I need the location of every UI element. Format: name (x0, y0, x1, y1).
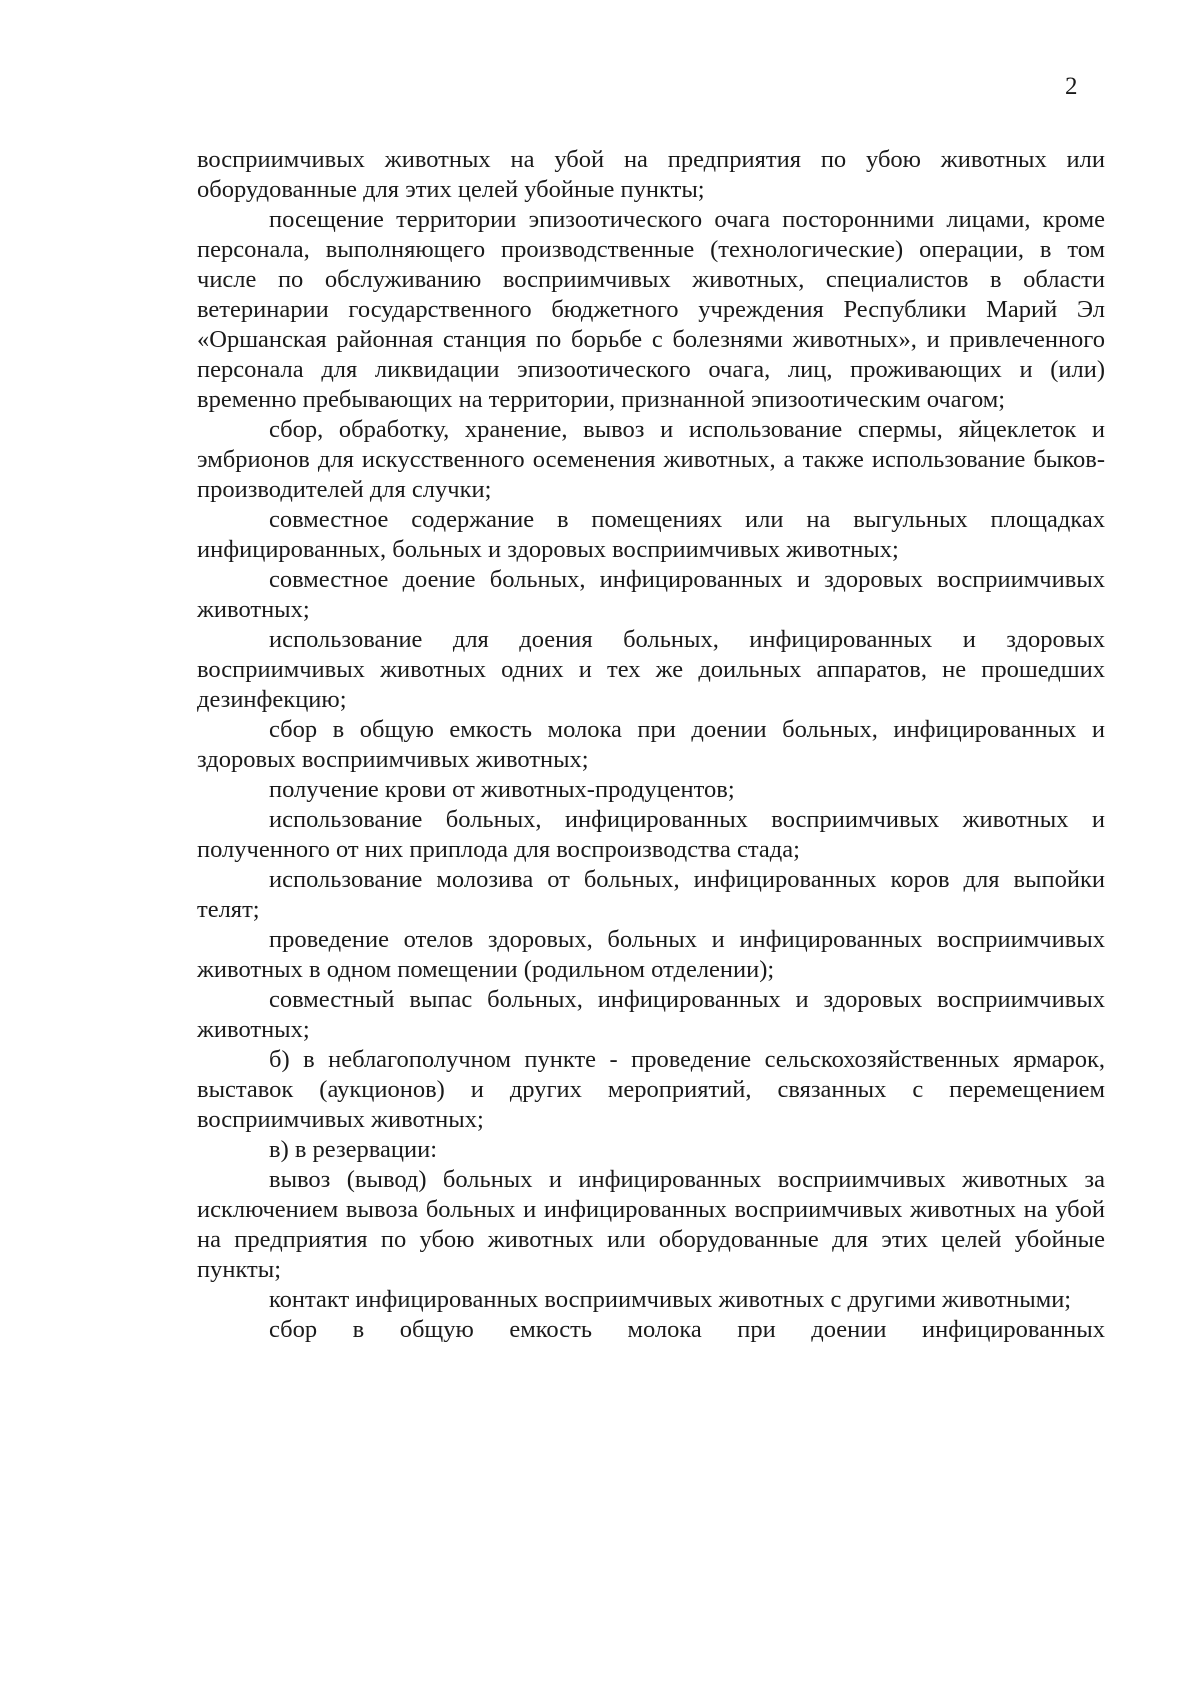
paragraph: сбор в общую емкость молока при доении больных, инфицированных и здоровых восприимчивых животных; (197, 716, 1105, 773)
paragraph: восприимчивых животных на убой на предприятия по убою животных или оборудованные для этих целей убойные пункты; (197, 146, 1105, 203)
paragraph: б) в неблагополучном пункте - проведение сельскохозяйственных ярмарок, выставок (аукционов) и других мероприятий, связанных с перемещением восприимчивых животных; (197, 1046, 1105, 1133)
paragraph: использование больных, инфицированных восприимчивых животных и полученного от них приплода для воспроизводства стада; (197, 806, 1105, 863)
paragraph: контакт инфицированных восприимчивых животных с другими животными; (269, 1286, 1072, 1313)
paragraph: сбор в общую емкость молока при доении инфицированных (269, 1316, 1105, 1343)
paragraph: совместное содержание в помещениях или на выгульных площадках инфицированных, больных и здоровых восприимчивых животных; (197, 506, 1105, 563)
paragraph: использование для доения больных, инфицированных и здоровых восприимчивых животных одних и тех же доильных аппаратов, не прошедших дезинфекцию; (197, 626, 1105, 713)
paragraph: в) в резервации: (269, 1136, 438, 1163)
paragraph: проведение отелов здоровых, больных и инфицированных восприимчивых животных в одном помещении (родильном отделении); (197, 926, 1105, 983)
paragraph: совместное доение больных, инфицированных и здоровых восприимчивых животных; (197, 566, 1105, 623)
paragraph: посещение территории эпизоотического очага посторонними лицами, кроме персонала, выполняющего производственные (технологические) операции, в том числе по обслуживанию восприимчивых животных, специалистов в области ветеринарии государственного бюджетного учреждения Республики Марий Эл «Оршанская районная станция по борьбе с болезнями животных», и привлеченного персонала для ликвидации эпизоотического очага, лиц, проживающих и (или) временно пребывающих на территории, признанной эпизоотическим очагом; (197, 206, 1105, 413)
page-number: 2 (1065, 73, 1078, 100)
paragraph: получение крови от животных-продуцентов; (269, 776, 735, 803)
paragraph: сбор, обработку, хранение, вывоз и использование спермы, яйцеклеток и эмбрионов для искусственного осеменения животных, а также использование быков-производителей для случки; (197, 416, 1105, 503)
paragraph: вывоз (вывод) больных и инфицированных восприимчивых животных за исключением вывоза больных и инфицированных восприимчивых животных на убой на предприятия по убою животных или оборудованные для этих целей убойные пункты; (197, 1166, 1105, 1283)
paragraph: совместный выпас больных, инфицированных и здоровых восприимчивых животных; (197, 986, 1105, 1043)
document-body (197, 145, 1105, 1345)
paragraph: использование молозива от больных, инфицированных коров для выпойки телят; (197, 866, 1105, 923)
